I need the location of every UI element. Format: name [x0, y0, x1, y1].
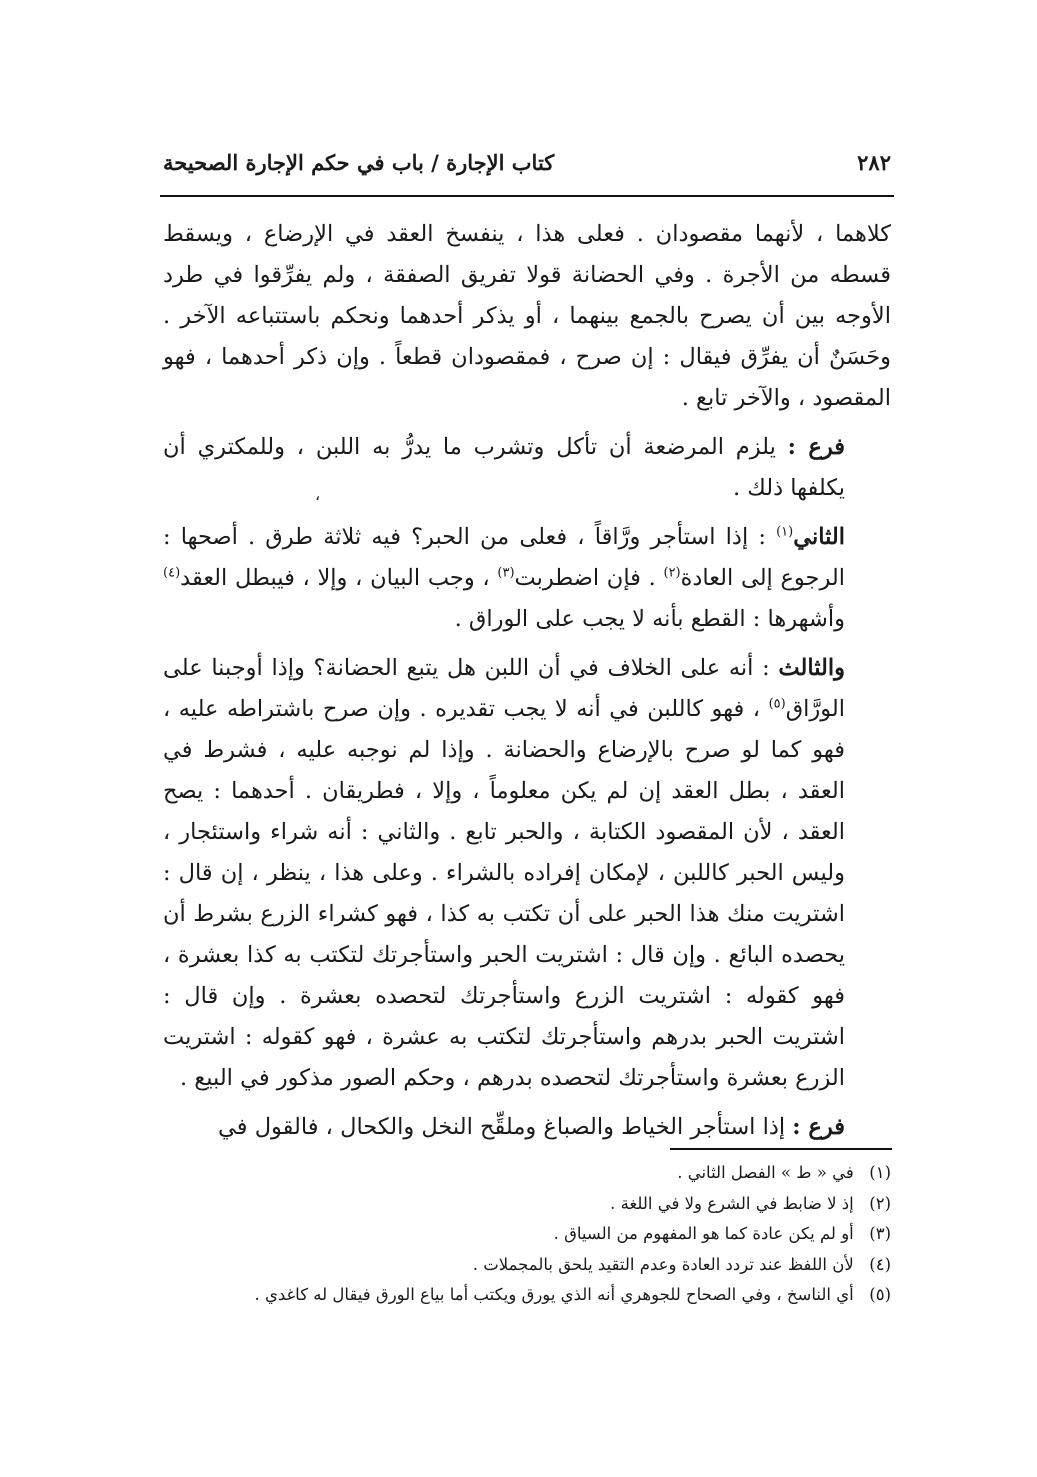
footnote-ref-5: (٥) [768, 696, 786, 712]
running-head [163, 150, 891, 175]
paragraph-2 [163, 427, 891, 509]
branch-heading-2: فرع : [792, 1114, 845, 1140]
footnote-1 [163, 1158, 891, 1189]
footnote-ref-4: (٤) [163, 565, 181, 581]
footnote-ref-1: (١) [776, 524, 794, 540]
paragraph-4-text-a: : أنه على الخلاف في أن اللبن هل يتبع الحضانة؟ وإذا أوجبنا على الورَّاق [163, 655, 846, 722]
footnote-number: (٥) [869, 1285, 891, 1304]
footnote-text: أي الناسخ ، وفي الصحاح للجوهري أنه الذي يورق ويكتب أما بياع الورق فيقال له كاغدي . [254, 1285, 854, 1304]
footnotes [163, 1158, 891, 1311]
paragraph-3-text-b: . فإن اضطربت [514, 565, 656, 591]
main-text [163, 214, 891, 1156]
footnote-number: (٣) [869, 1224, 891, 1243]
footnote-text: في « ط » الفصل الثاني . [677, 1163, 854, 1182]
footnote-5 [163, 1280, 891, 1311]
paragraph-3-text-a: : إذا استأجر ورَّاقاً ، فعلى من الحبر؟ فيه ثلاثة طرق . أصحها : الرجوع إلى العادة [163, 524, 845, 591]
paragraph-1: كلاهما ، لأنهما مقصودان . فعلى هذا ، ينفسخ العقد في الإرضاع ، ويسقط قسطه من الأجرة . وفي الحضانة قولا تفريق الصفقة ، ولم يفرِّقوا في طرد الأوجه بين أن يصرح بالجمع بينهما ، أو يذكر أحدهما ونحكم باستتباعه الآخر . وحَسَنٌ أن يفرِّق فيقال : إن صرح ، فمقصودان قطعاً . وإن ذكر أحدهما ، فهو المقصود ، والآخر تابع . [163, 221, 891, 411]
chapter-title: كتاب الإجارة / باب في حكم الإجارة الصحيحة [163, 150, 555, 175]
paragraph-4-text-b: ، فهو كاللبن في أنه لا يجب تقديره . وإن صرح باشتراطه عليه ، فهو كما لو صرح بالإرضاع والحضانة . وإذا لم نوجبه عليه ، فشرط في العقد ، بطل العقد إن لم يكن معلوماً ، وإلا ، فطريقان . أحدهما : يصح العقد ، لأن المقصود الكتابة ، والحبر تابع . والثاني : أنه شراء واستئجار ، وليس الحبر كاللبن ، لإمكان إفراده بالشراء . وعلى هذا ، ينظر ، إن قال : اشتريت منك هذا الحبر على أن تكتب به كذا ، فهو كشراء الزرع بشرط أن يحصده البائع . وإن قال : اشتريت الحبر واستأجرتك لتكتب به كذا بعشرة ، فهو كقوله : اشتريت الزرع واستأجرتك لتحصده بعشرة . وإن قال : اشتريت الحبر بدرهم واستأجرتك لتكتب به عشرة ، فهو كقوله : اشتريت الزرع بعشرة واستأجرتك لتحصده بدرهم ، وحكم الصور مذكور في البيع . [163, 696, 845, 1091]
paragraph-4 [163, 648, 891, 1099]
footnote-2 [163, 1189, 891, 1220]
paragraph-3-text-c: ، وجب البيان ، وإلا ، فيبطل العقد [180, 565, 490, 591]
paragraph-2-text: يلزم المرضعة أن تأكل وتشرب ما يدرُّ به اللبن ، وللمكتري أن يكلفها ذلك . [163, 434, 845, 501]
footnote-text: لأن اللفظ عند تردد العادة وعدم التقيد يلحق بالمجملات . [472, 1254, 854, 1274]
second-heading: الثاني [793, 524, 845, 550]
header-rule [160, 195, 894, 197]
footnote-ref-2: (٢) [663, 565, 681, 581]
third-heading: والثالث [778, 655, 845, 681]
footnote-ref-3: (٣) [497, 565, 515, 581]
stray-mark: ، [315, 485, 321, 504]
paragraph-5 [163, 1107, 891, 1148]
paragraph-3-text-d: وأشهرها : القطع بأنه لا يجب على الوراق . [454, 606, 845, 632]
footnote-number: (٢) [869, 1193, 891, 1213]
paragraph-3 [163, 517, 891, 640]
footnote-text: إذ لا ضابط في الشرع ولا في اللغة . [610, 1193, 854, 1213]
footnote-3 [163, 1219, 891, 1250]
branch-heading: فرع : [787, 434, 845, 460]
footnote-number: (١) [869, 1163, 891, 1182]
footnote-rule [670, 1148, 892, 1150]
footnote-text: أو لم يكن عادة كما هو المفهوم من السياق . [553, 1224, 854, 1243]
footnote-number: (٤) [869, 1254, 891, 1274]
footnote-4 [163, 1250, 891, 1281]
paragraph-5-text: إذا استأجر الخياط والصباغ وملقِّح النخل والكحال ، فالقول في [218, 1114, 786, 1140]
page-number: ٢٨٢ [857, 150, 891, 175]
